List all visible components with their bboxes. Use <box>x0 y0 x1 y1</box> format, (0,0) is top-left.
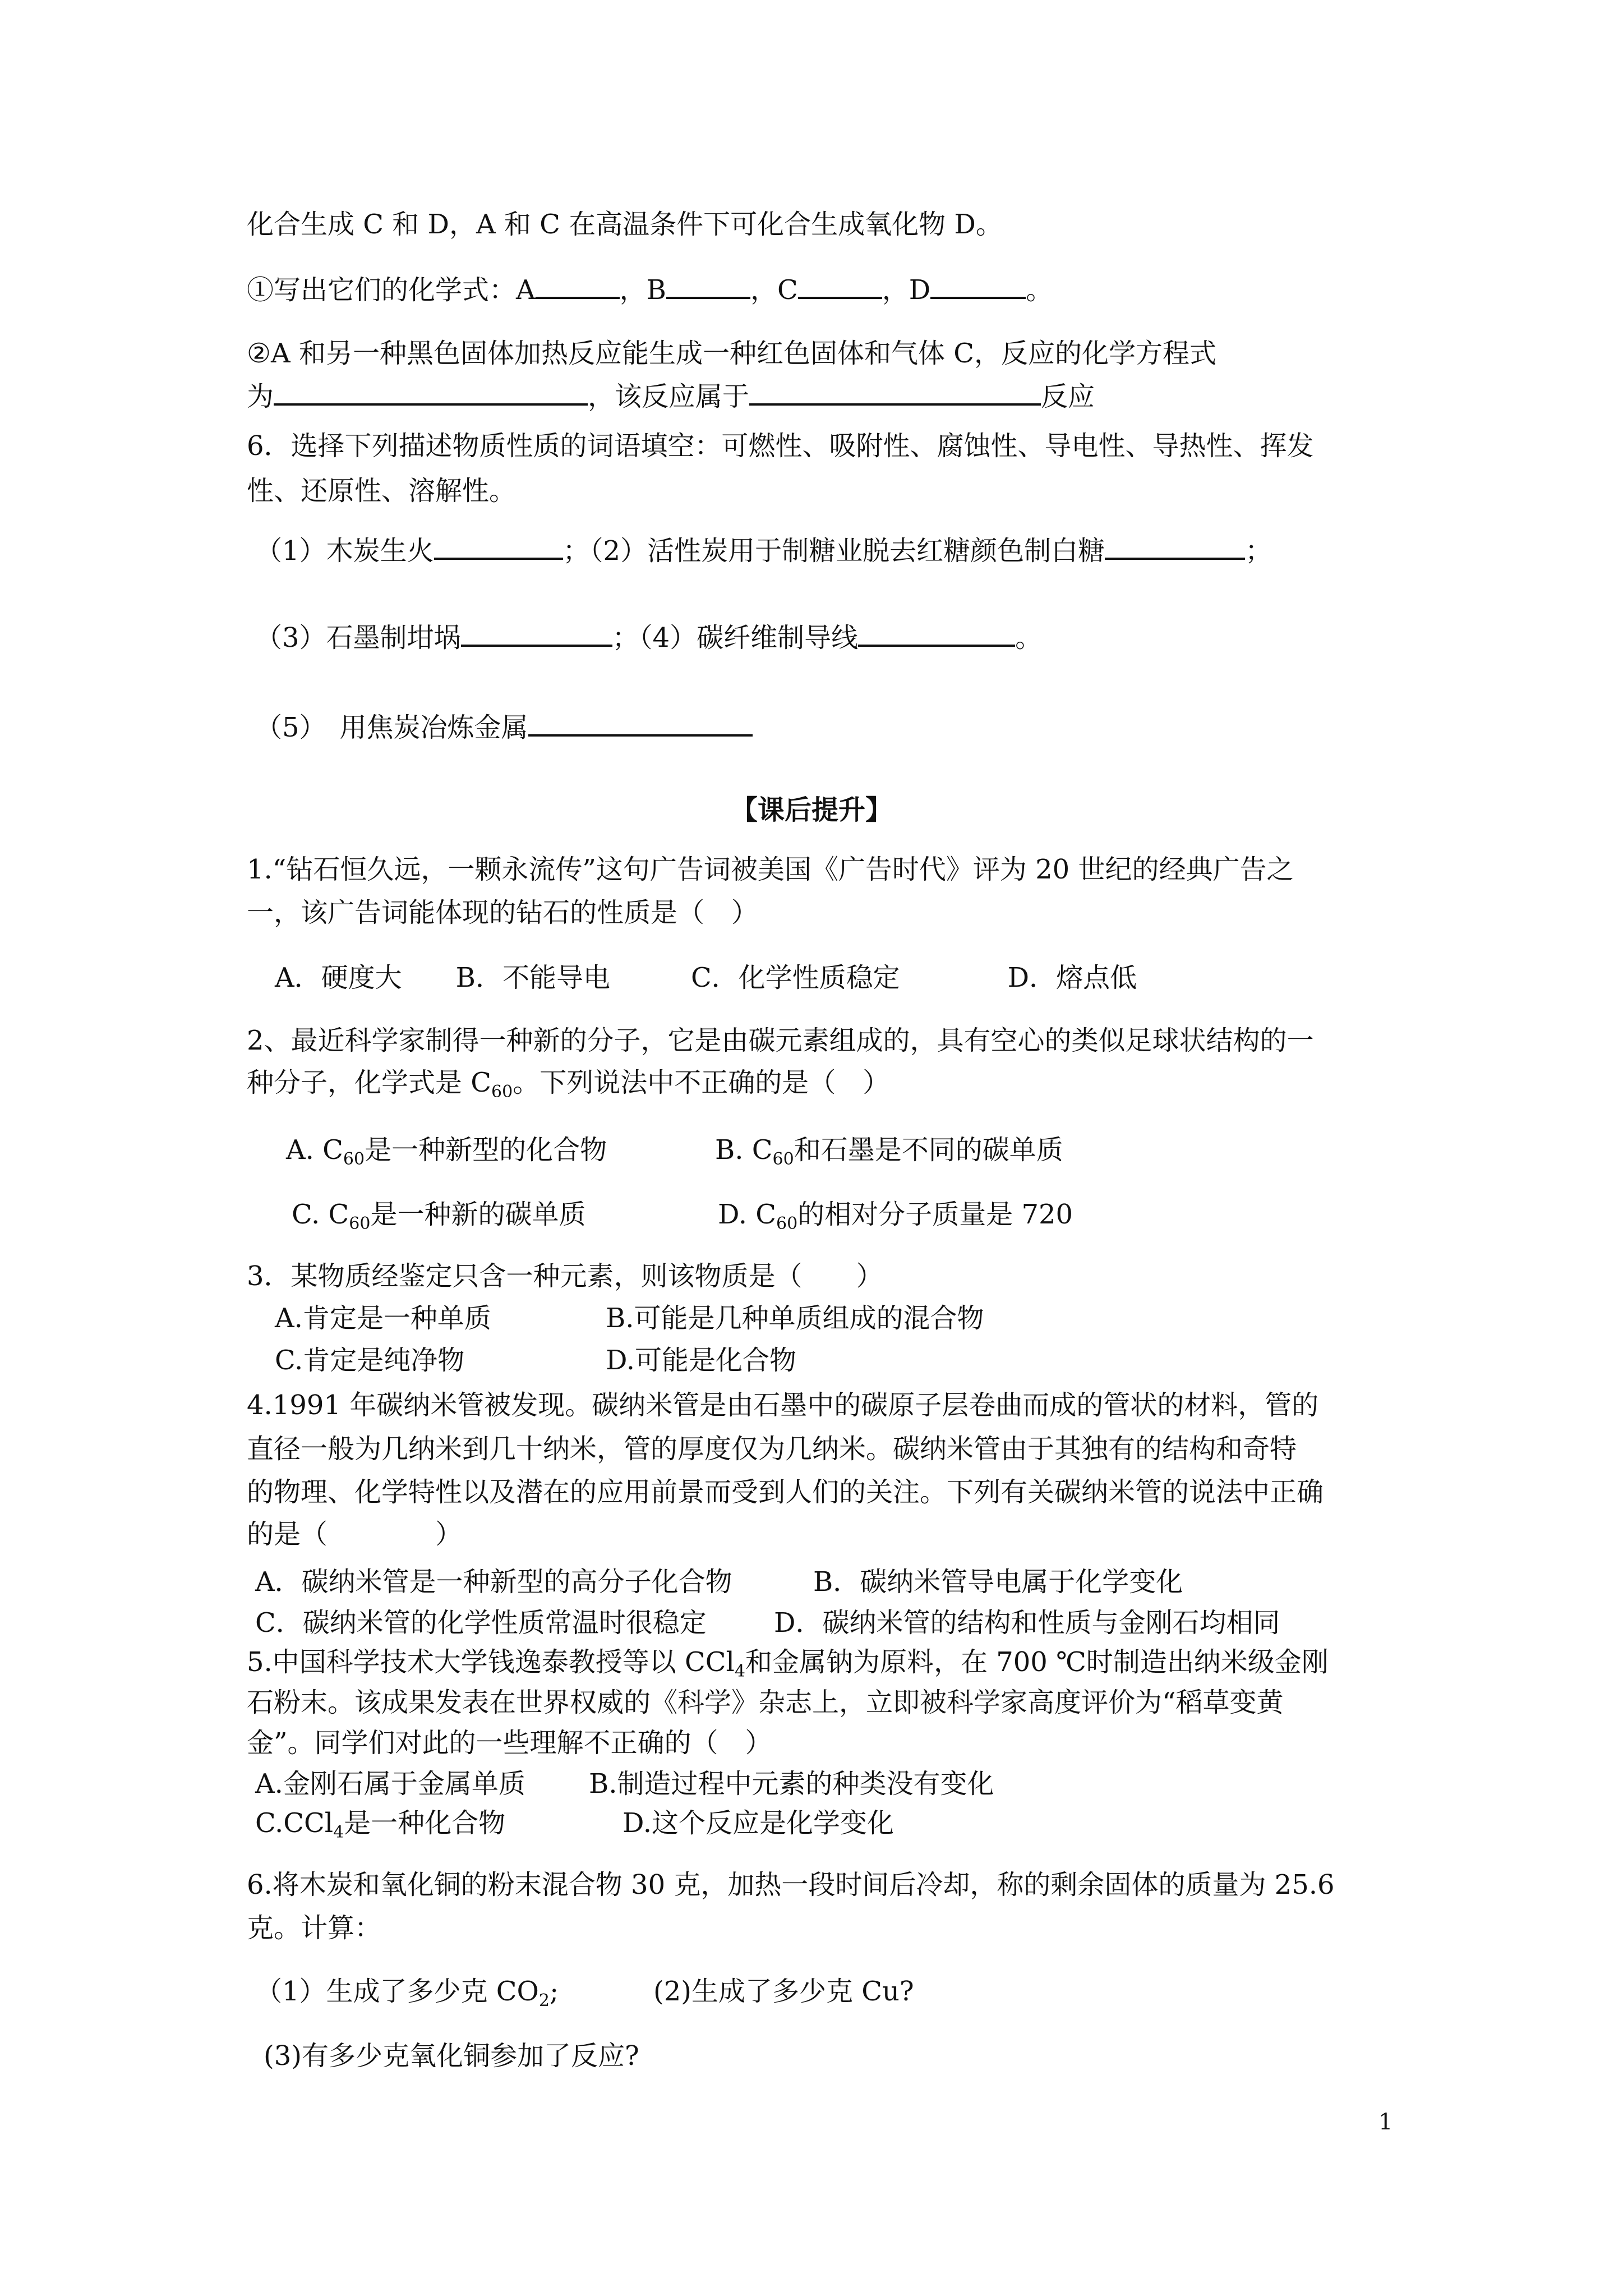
option-a <box>255 1767 525 1801</box>
subscript: 2 <box>538 1991 550 2010</box>
option-c <box>292 1198 585 1241</box>
text: 反应 <box>1041 381 1095 412</box>
text: 的物理、化学特性以及潜在的应用前景而受到人们的关注。下列有关碳纳米管的说法中正确 <box>247 1476 1324 1508</box>
text: A. C <box>286 1134 343 1166</box>
answer-blank <box>274 379 588 406</box>
text: C．碳纳米管的化学性质常温时很稳定 <box>255 1607 707 1639</box>
text: A．硬度大 B．不能导电 C．化学性质稳定 D．熔点低 <box>275 962 1137 993</box>
text: （5） 用焦炭冶炼金属 <box>255 712 528 743</box>
text-line <box>247 1911 381 1945</box>
subscript: 4 <box>333 1823 344 1842</box>
subscript: 60 <box>776 1214 798 1234</box>
text: ；（2）活性炭用于制糖业脱去红糖颜色制白糖 <box>562 535 1105 567</box>
option-b <box>589 1767 994 1801</box>
fill-formula-line <box>247 272 1053 307</box>
answer-blank <box>930 272 1026 299</box>
text: （1）木炭生火 <box>255 535 434 567</box>
text: 克。计算： <box>247 1912 382 1944</box>
answer-blank <box>1105 533 1245 560</box>
answer-blank <box>749 379 1041 406</box>
subscript: 60 <box>343 1149 365 1169</box>
question-5 <box>247 1645 1329 1688</box>
fill-property-line <box>255 710 753 744</box>
sub-question-1 <box>255 1975 559 2018</box>
text: 。下列说法中不正确的是（ ） <box>513 1067 890 1098</box>
text: B. C <box>715 1134 773 1166</box>
page-number: 1 <box>1378 2109 1393 2135</box>
text: 。 <box>1026 274 1053 306</box>
answer-blank <box>798 272 882 299</box>
text: B.可能是几种单质组成的混合物 <box>606 1303 984 1334</box>
text: ； <box>1245 535 1272 567</box>
subscript: 4 <box>734 1662 745 1681</box>
text: (2)生成了多少克 Cu? <box>653 1976 914 2007</box>
option-d <box>606 1343 796 1377</box>
text: ，D <box>882 274 931 306</box>
text: 6．选择下列描述物质性质的词语填空：可燃性、吸附性、腐蚀性、导电性、导热性、挥发 <box>247 430 1314 462</box>
option-a <box>286 1133 607 1176</box>
option-d <box>623 1806 894 1840</box>
text-line <box>247 337 1216 370</box>
text-line <box>247 896 758 930</box>
option-c <box>255 1606 707 1640</box>
text: 一，该广告词能体现的钻石的性质是（ ） <box>247 897 759 928</box>
text: ，C <box>750 274 798 306</box>
option-c <box>255 1806 505 1849</box>
text: ；（4）碳纤维制导线 <box>612 622 859 654</box>
option-d <box>718 1198 1073 1241</box>
text: 化合生成 C 和 D，A 和 C 在高温条件下可化合生成氧化物 D。 <box>247 209 1003 240</box>
text: ①写出它们的化学式：A <box>247 274 536 306</box>
question-1 <box>247 853 1293 886</box>
text-line <box>247 429 1314 463</box>
fill-equation-line <box>247 379 1095 413</box>
text-line <box>247 474 516 508</box>
option-b <box>606 1301 984 1335</box>
text-line <box>247 1066 889 1109</box>
option-b <box>813 1565 1183 1599</box>
options-line <box>275 961 1137 995</box>
text: C. C <box>292 1199 349 1230</box>
option-a <box>255 1565 732 1599</box>
text: ，B <box>619 274 666 306</box>
text: 3．某物质经鉴定只含一种元素，则该物质是（ ） <box>247 1260 883 1292</box>
text: (3)有多少克氧化铜参加了反应? <box>264 2040 639 2072</box>
text: B．碳纳米管导电属于化学变化 <box>813 1566 1183 1598</box>
answer-blank <box>434 533 563 560</box>
text: A.金刚石属于金属单质 <box>255 1768 525 1800</box>
text: 直径一般为几纳米到几十纳米，管的厚度仅为几纳米。碳纳米管由于其独有的结构和奇特 <box>247 1433 1297 1465</box>
text: 是一种新型的化合物 <box>365 1134 607 1166</box>
text-line <box>247 1432 1297 1466</box>
answer-blank <box>858 620 1015 647</box>
option-c <box>275 1343 464 1377</box>
text: 2、最近科学家制得一种新的分子，它是由碳元素组成的，具有空心的类似足球状结构的一 <box>247 1025 1314 1056</box>
option-a <box>275 1301 491 1335</box>
text: D.可能是化合物 <box>606 1345 797 1376</box>
subscript: 60 <box>772 1149 794 1169</box>
text: 性、还原性、溶解性。 <box>247 475 517 507</box>
text: 4.1991 年碳纳米管被发现。碳纳米管是由石墨中的碳原子层卷曲而成的管状的材料，管的 <box>247 1389 1319 1421</box>
text-line <box>247 208 1003 241</box>
text: 金”。同学们对此的一些理解不正确的（ ） <box>247 1727 772 1759</box>
text: 的是（ ） <box>247 1519 463 1550</box>
text: ②A 和另一种黑色固体加热反应能生成一种红色固体和气体 C，反应的化学方程式 <box>247 338 1216 369</box>
text-line <box>247 1517 462 1551</box>
subscript: 60 <box>491 1082 513 1102</box>
text: ，该反应属于 <box>588 381 750 412</box>
text: C.CCl <box>255 1807 334 1839</box>
text: ; <box>549 1976 559 2007</box>
text-line <box>247 1726 772 1760</box>
answer-blank <box>461 620 612 647</box>
text: 5.中国科学技术大学钱逸泰教授等以 CCl <box>247 1646 735 1678</box>
text: 为 <box>247 381 274 412</box>
answer-blank <box>666 272 750 299</box>
text: （3）石墨制坩埚 <box>255 622 461 654</box>
text: A.肯定是一种单质 <box>275 1303 491 1334</box>
text: D.这个反应是化学变化 <box>623 1807 895 1839</box>
text-line <box>247 1475 1324 1509</box>
option-b <box>715 1133 1063 1176</box>
text: 是一种化合物 <box>344 1807 506 1839</box>
question-3 <box>247 1259 883 1293</box>
fill-property-line <box>255 533 1272 568</box>
section-title: 【课后提升】 <box>730 794 892 826</box>
text: 是一种新的碳单质 <box>370 1199 586 1230</box>
text: C.肯定是纯净物 <box>275 1345 465 1376</box>
answer-blank <box>536 272 620 299</box>
sub-question-3 <box>264 2039 639 2073</box>
sub-question-2 <box>653 1975 914 2008</box>
text: 。 <box>1015 622 1043 654</box>
question-2 <box>247 1024 1314 1057</box>
text: 和石墨是不同的碳单质 <box>794 1134 1063 1166</box>
text: 6.将木炭和氧化铜的粉末混合物 30 克，加热一段时间后冷却，称的剩余固体的质量为 25.6 <box>247 1869 1335 1901</box>
text: A．碳纳米管是一种新型的高分子化合物 <box>255 1566 732 1598</box>
subscript: 60 <box>349 1214 371 1234</box>
text: （1）生成了多少克 CO <box>255 1976 539 2007</box>
fill-property-line <box>255 620 1042 655</box>
question-6-calc <box>247 1868 1335 1902</box>
text: 1.“钻石恒久远，一颗永流传”这句广告词被美国《广告时代》评为 20 世纪的经典广告之 <box>247 854 1294 885</box>
option-d <box>774 1606 1280 1640</box>
question-4 <box>247 1388 1318 1422</box>
answer-blank <box>528 710 753 737</box>
text: 的相对分子质量是 720 <box>797 1199 1073 1230</box>
text-line <box>247 1686 1284 1719</box>
text: 和金属钠为原料，在 700 ℃时制造出纳米级金刚 <box>745 1646 1329 1678</box>
text: B.制造过程中元素的种类没有变化 <box>589 1768 994 1800</box>
text: D．碳纳米管的结构和性质与金刚石均相同 <box>774 1607 1280 1639</box>
text: 种分子，化学式是 C <box>247 1067 491 1098</box>
text: D. C <box>718 1199 777 1230</box>
text: 石粉末。该成果发表在世界权威的《科学》杂志上，立即被科学家高度评价为“稻草变黄 <box>247 1687 1284 1718</box>
